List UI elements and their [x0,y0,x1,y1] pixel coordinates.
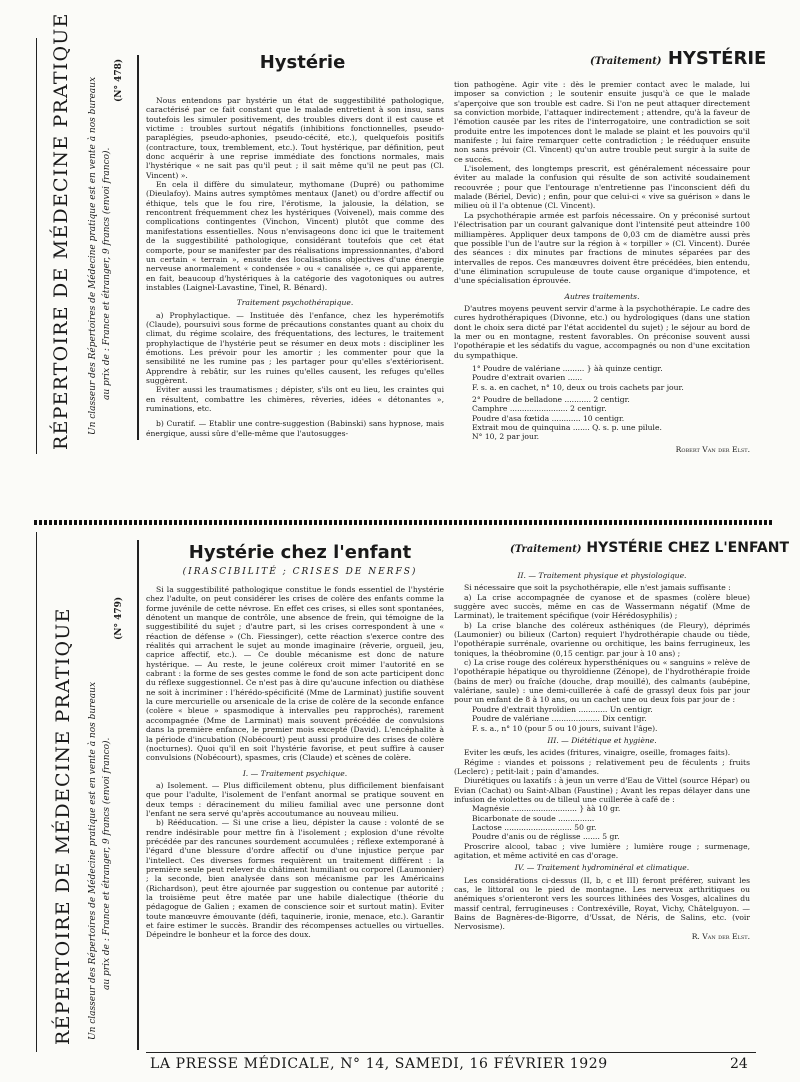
paragraph: Si nécessaire que soit la psychothérapie, elle n'est jamais suffisante : [464,583,731,593]
paragraph: tion pathogène. Agir vite : dès le premier contact avec le malade, lui imposer sa conviction ; le soutenir ensuite jusqu'à ce que le malade s'aperçoive que son trouble est cadre. Si l'on ne peut attaquer directement sa conviction morbide, l'attaquer indirectement ; attendre, qu'à la faveur de l'émotion causée par les rites de l'interrogatoire, une contradiction se soit produite entre les impotences dont le malade se plaint et les pouvoirs qu'il manifeste ; lui faire remarquer cette contradiction ; le rééduquer ensuite non sans prévoir (Cl. Vincent) qu'un autre trouble peut surgir à la suite de ce succès. [454,80,750,164]
paragraph: Si la suggestibilité pathologique constitue le fonds essentiel de l'hystérie chez l'adulte, on peut considérer les crises de colère des enfants comme la forme juvénile de cette névrose. En effet ces crises, si elles sont spontanées, dénotent un manque de contrôle, une absence de frein, qui témoigne de la suggestibilité du sujet ; d'autre part, si les crises correspondent à une « réaction de défense » (Ch. Fiessinger), cette réaction s'exerce contre des réalités qui arrachent le sujet au monde imaginaire (rêverie, orgueil, jeu, caprice affectif, etc.). — Ce double mécanisme est donc de nature hystérique. — Au reste, le jeune coléreux croit mimer l'autorité en se cabrant : la forme de ses gestes comme le fond de son acte participent donc du réflexe suggestionnel. Ce n'est pas à dire qu'aucune infection ou diathèse ne soit à incriminer : l'hérédo-spécificité (Mme de Larminat) justifie souvent la cure mercurielle ou arsenicale de la crise de colère de la seconde enfance (colère « bleue » spasmodique à intervalles peu rapprochés), rarement accompagnée (Mme de Larminat) mais souvent précédée de convulsions dans la première enfance, le premier mois excepté (David). L'encéphalite à la période d'incubation (Nobécourt) peut aussi produire des crises de colère (nocturnes). Quoi qu'il en soit l'hystérie favorise, et peut suffire à causer convulsions (Nobécourt), spasmes, cris (Claude) et scènes de colère. [146,585,444,763]
sidebar-subtitle: au prix de : France et étranger, 9 francs (envoi franco). [102,147,112,400]
page-number: 24 [730,1056,748,1072]
footer-rule [146,1052,756,1053]
column-1 [146,585,444,940]
paragraph: Régime : viandes et poissons ; relativement peu de féculents ; fruits (Leclerc) ; petit-lait ; pain d'amandes. [454,757,750,776]
paragraph: Les considérations ci-dessus (II, b, c et III) feront préférer, suivant les cas, le littoral ou le pied de montagne. Les nerveux arthritiques ou anémiques s'orienteront vers les sources lithinées des Vosges, alcalines du massif central, ferrugineuses : Contrexéville, Royat, Vichy, Châtelguyon. — Bains de Bagnères-de-Bigorre, d'Ussat, de Néris, de Salins, etc. (voir Nervosisme). [454,875,750,932]
paragraph: b) La crise blanche des coléreux asthéniques (de Fleury), déprimés (Laumonier) ou bilieux (Carton) requiert l'hydrothérapie chaude ou tiède, l'opothérapie surrénale, ovarienne ou orchitique, les bains ferrugineux, les toniques, la théobromine (0,15 centigr. par jour à 10 ans) ; [454,620,750,658]
sidebar-subtitle: Un classeur des Répertoires de Médecine pratique est en vente à nos bureaux [88,76,98,435]
column-1 [146,96,444,438]
paragraph: Nous entendons par hystérie un état de suggestibilité pathologique, caractérisé par ce fait constant que le malade entretient à son insu, sans toutefois les simuler positivement, des troubles divers dont il est cause et victime : troubles surtout négatifs (inhibitions fonctionnelles, pseudo-paraplégies, pseudo-aphonies, pseudo-cécité, etc.), quelquefois positifs (contracture, toux, tremblement, etc.). Tout hystérique, par définition, peut donc acquérir à une reprise immédiate des fonctions normales, mais l'hystérique « ne sait pas qu'il peut ; il sait même qu'il ne peut pas (Cl. Vincent) ». [146,96,444,180]
paragraph: b) Rééducation. — Si une crise a lieu, dépister la cause : volonté de se rendre indésirable pour mettre fin à l'isolement ; explosion d'une révolte précédée par des rancunes sourdement accumulées ; réflexe extemporané à l'égard d'une blessure d'ordre affectif ou d'une injustice perçue par l'intellect. Ces diverses formes requièrent un traitement différent : la première seule peut relever du châtiment humiliant ou corporel (Laumonier) ; la seconde, bien analysée dans son mécanisme par les Américains (Richardson), peut être ajournée par suggestion ou contenue par autorité ; la troisième peut être matée par une habile dialectique (théorie du pédagogue de Galien ; examen de conscience soir et surtout matin). Eviter toute manœuvre émouvante (défi, taquinerie, ironie, menace, etc.). Garantir et faire estimer le succès. Brandir des récompenses actuelles ou virtuelles. Dépeindre le bonheur et la force des doux. [146,818,444,940]
paragraph: D'autres moyens peuvent servir d'arme à la psychothérapie. Le cadre des cures hydrothérapiques (Divonne, etc.) ou hydrologiques (dans une station dont le choix sera dicté par l'état accidentel du sujet) ; le séjour au bord de la mer ou en montagne, restent favorables. On préconise souvent aussi l'opothérapie et les sédatifs du vague, accompagnés ou non d'une excitation du sympathique. [454,303,750,360]
prescription-line: Extrait mou de quinquina ....... Q. s. p. une pilule. [472,423,662,433]
signature: R. Van der Elst. [691,931,750,941]
prescription-line: Poudre d'extrait ovarien ...... [472,373,583,383]
running-head-prefix: (Traitement) [510,544,582,555]
section-subtitle: (IRASCIBILITÉ ; CRISES DE NERFS) [182,567,418,577]
section-heading: I. — Traitement psychique. [242,768,348,778]
column-2 [454,568,750,941]
prescription-line: Poudre de valériane .................... Dix centigr. [472,714,647,724]
sidebar-subtitle: au prix de : France et étranger, 9 francs (envoi franco). [102,737,112,990]
prescription-line: 2° Poudre de belladone ........... 2 centigr. [472,395,630,404]
section-divider [34,520,772,525]
paragraph: c) La crise rouge des coléreux hypersthéniques ou « sanguins » relève de l'opothérapie hépatique ou thyroïdienne (Zénope), de l'hydrothérapie froide (bains de mer) ou fraîche (douche, drap mouillé), des calmants (aubépine, valériane, saule) : une demi-cuillerée à café de grassyl deux fois par jour pour un enfant de 8 à 10 ans, ou un cachet une ou deux fois par jour de : [454,658,750,705]
column-2 [454,80,750,454]
sidebar-title: RÉPERTOIRE DE MÉDECINE PRATIQUE [52,607,74,1045]
section-heading: III. — Diététique et hygiène. [547,735,657,745]
prescription-line: Camphre ........................ 2 centigr. [472,404,607,414]
prescription-line: Bicarbonate de soude ............... [472,813,595,823]
sidebar-number: (N° 479) [114,596,124,640]
running-head-title: HYSTÉRIE [667,48,767,69]
running-head [590,48,766,69]
paragraph: b) Curatif. — Etablir une contre-suggestion (Babinski) sans hypnose, mais énergique, aussi sûre d'elle-même que l'autosugges- [146,419,444,438]
paragraph: Diurétiques ou laxatifs : à jeun un verre d'Eau de Vittel (source Hépar) ou Evian (Cachat) ou Saint-Alban (Faustine) ; Avant les repas délayer dans une infusion de violettes ou de tilleul une cuillerée à café de : [454,776,750,804]
section-heading: Traitement psychothérapique. [236,298,354,308]
section-title: Hystérie chez l'enfant [188,542,412,563]
paragraph: L'isolement, des longtemps prescrit, est généralement nécessaire pour éviter au malade la confusion qui résulte de son activité soudainement recouvrée ; pour que l'entourage n'entretienne pas l'inconscient défi du malade (Bériel, Devic) ; enfin, pour que celui-ci « vive sa guérison » dans le milieu où il l'a obtenue (Cl. Vincent). [454,164,750,211]
prescription-line: Poudre d'asa fœtida ............ 10 centigr. [472,413,625,423]
running-head [510,540,789,556]
footer-journal: LA PRESSE MÉDICALE, N° 14, SAMEDI, 16 FÉVRIER 1929 [150,1056,608,1072]
prescription-line: Poudre d'anis ou de réglisse ....... 5 gr. [472,832,620,842]
paragraph: a) Isolement. — Plus difficilement obtenu, plus difficilement bienfaisant que pour l'adulte, l'isolement de l'enfant anormal se pratique souvent en deux temps : déracinement du milieu familial avec une personne dont l'enfant ne sera servé qu'après accoutumance au nouveau milieu. [146,780,444,818]
prescription-line: Lactose ............................ 50 gr. [472,822,597,832]
paragraph: En cela il diffère du simulateur, mythomane (Dupré) ou pathomime (Dieulafoy). Mains autres symptômes mentaux (Janet) ou d'ordre affectif ou éthique, tels que le fou rire, l'érotisme, la jalousie, la délation, se rencontrent fréquemment chez les hystériques (Voivenel), mais comme des complications contingentes (Vinchon, Vincent) plutôt que comme des manifestations essentielles. Nous n'envisageons donc ici que le traitement de la suggestibilité pathologique, considérant toutefois que cet état comporte, pour se manifester par des réalisations impressionnantes, d'abord un certain « terrain », ensuite des localisations objectives d'une énergie nerveuse anormalement « condensée » ou « canalisée », ce qui apparente, en fait, beaucoup d'hystériques à la catégorie des vagotoniques ou autres instables (Laignel-Lavastine, Tinel, R. Bénard). [146,180,444,292]
section-heading: IV. — Traitement hydrominéral et climatique. [514,863,690,873]
prescription-line: F. s. a., n° 10 (pour 5 ou 10 jours, suivant l'âge). [472,723,658,733]
prescription-line: Poudre d'extrait thyroïdien ............ Un centigr. [472,704,653,714]
signature: Robert Van der Elst. [675,444,750,454]
section-heading: Autres traitements. [564,291,640,301]
paragraph: Proscrire alcool, tabac ; vive lumière ; lumière rouge ; surmenage, agitation, et même activité en cas d'orage. [454,841,750,860]
prescription-line: Magnésie ........................... } àà 10 gr. [472,804,621,814]
prescription-line: N° 10, 2 par jour. [472,432,540,442]
prescription-line: F. s. a. en cachet, n° 10, deux ou trois cachets par jour. [472,382,684,392]
paragraph: Eviter les œufs, les acides (fritures, vinaigre, oseille, fromages faits). [464,748,731,758]
paragraph: a) Prophylactique. — Instituée dès l'enfance, chez les hyperémotifs (Claude), poursuivi sous forme de précautions constantes quant au choix du climat, du régime scolaire, des fréquentations, des lectures, le traitement prophylactique de l'hystérie peut se résumer en deux mots : discipliner les émotions. Les prévoir pour les amortir ; les commenter pour que la sensibilité ne les rumine pas ; les partager pour qu'elles s'extériorisent. Apprendre à rebâtir, sur les ruines qu'elles causent, les refuges qu'elles suggèrent. [146,310,444,385]
running-head-prefix: (Traitement) [590,56,662,67]
prescription-line: 1° Poudre de valériane ......... } àà quinze centigr. [472,363,663,373]
section-title: Hystérie [259,52,346,73]
sidebar-title: RÉPERTOIRE DE MÉDECINE PRATIQUE [50,12,72,450]
paragraph: Eviter aussi les traumatismes ; dépister, s'ils ont eu lieu, les craintes qui en résultent, combattre les chimères, rêveries, idées « détonantes », ruminations, etc. [146,385,444,413]
running-head-title: HYSTÉRIE CHEZ L'ENFANT [586,540,790,556]
section-heading: II. — Traitement physique et physiologique. [517,571,687,580]
sidebar-subtitle: Un classeur des Répertoires de Médecine pratique est en vente à nos bureaux [88,681,98,1040]
paragraph: La psychothérapie armée est parfois nécessaire. On y préconisé surtout l'électrisation par un courant galvanique dont l'intensité peut atteindre 100 milliampères. Appliquer deux tampons de 0,03 cm de diamètre aussi près que possible l'un de l'autre sur la région à « torpiller » (Cl. Vincent). Durée des séances : dix minutes par fractions de minutes séparées par des intervalles de repos. Ces manœuvres doivent être précédées, bien entendu, d'une élimination scrupuleuse de toute cause organique d'impotence, et d'une spécialisation éprouvée. [454,210,750,286]
paragraph: a) La crise accompagnée de cyanose et de spasmes (colère bleue) suggère avec succès, même en cas de Wassermann négatif (Mme de Larminat), le traitement spécifique (voir Hérédosyphilis) ; [454,592,750,621]
sidebar-number: (N° 478) [114,58,124,102]
